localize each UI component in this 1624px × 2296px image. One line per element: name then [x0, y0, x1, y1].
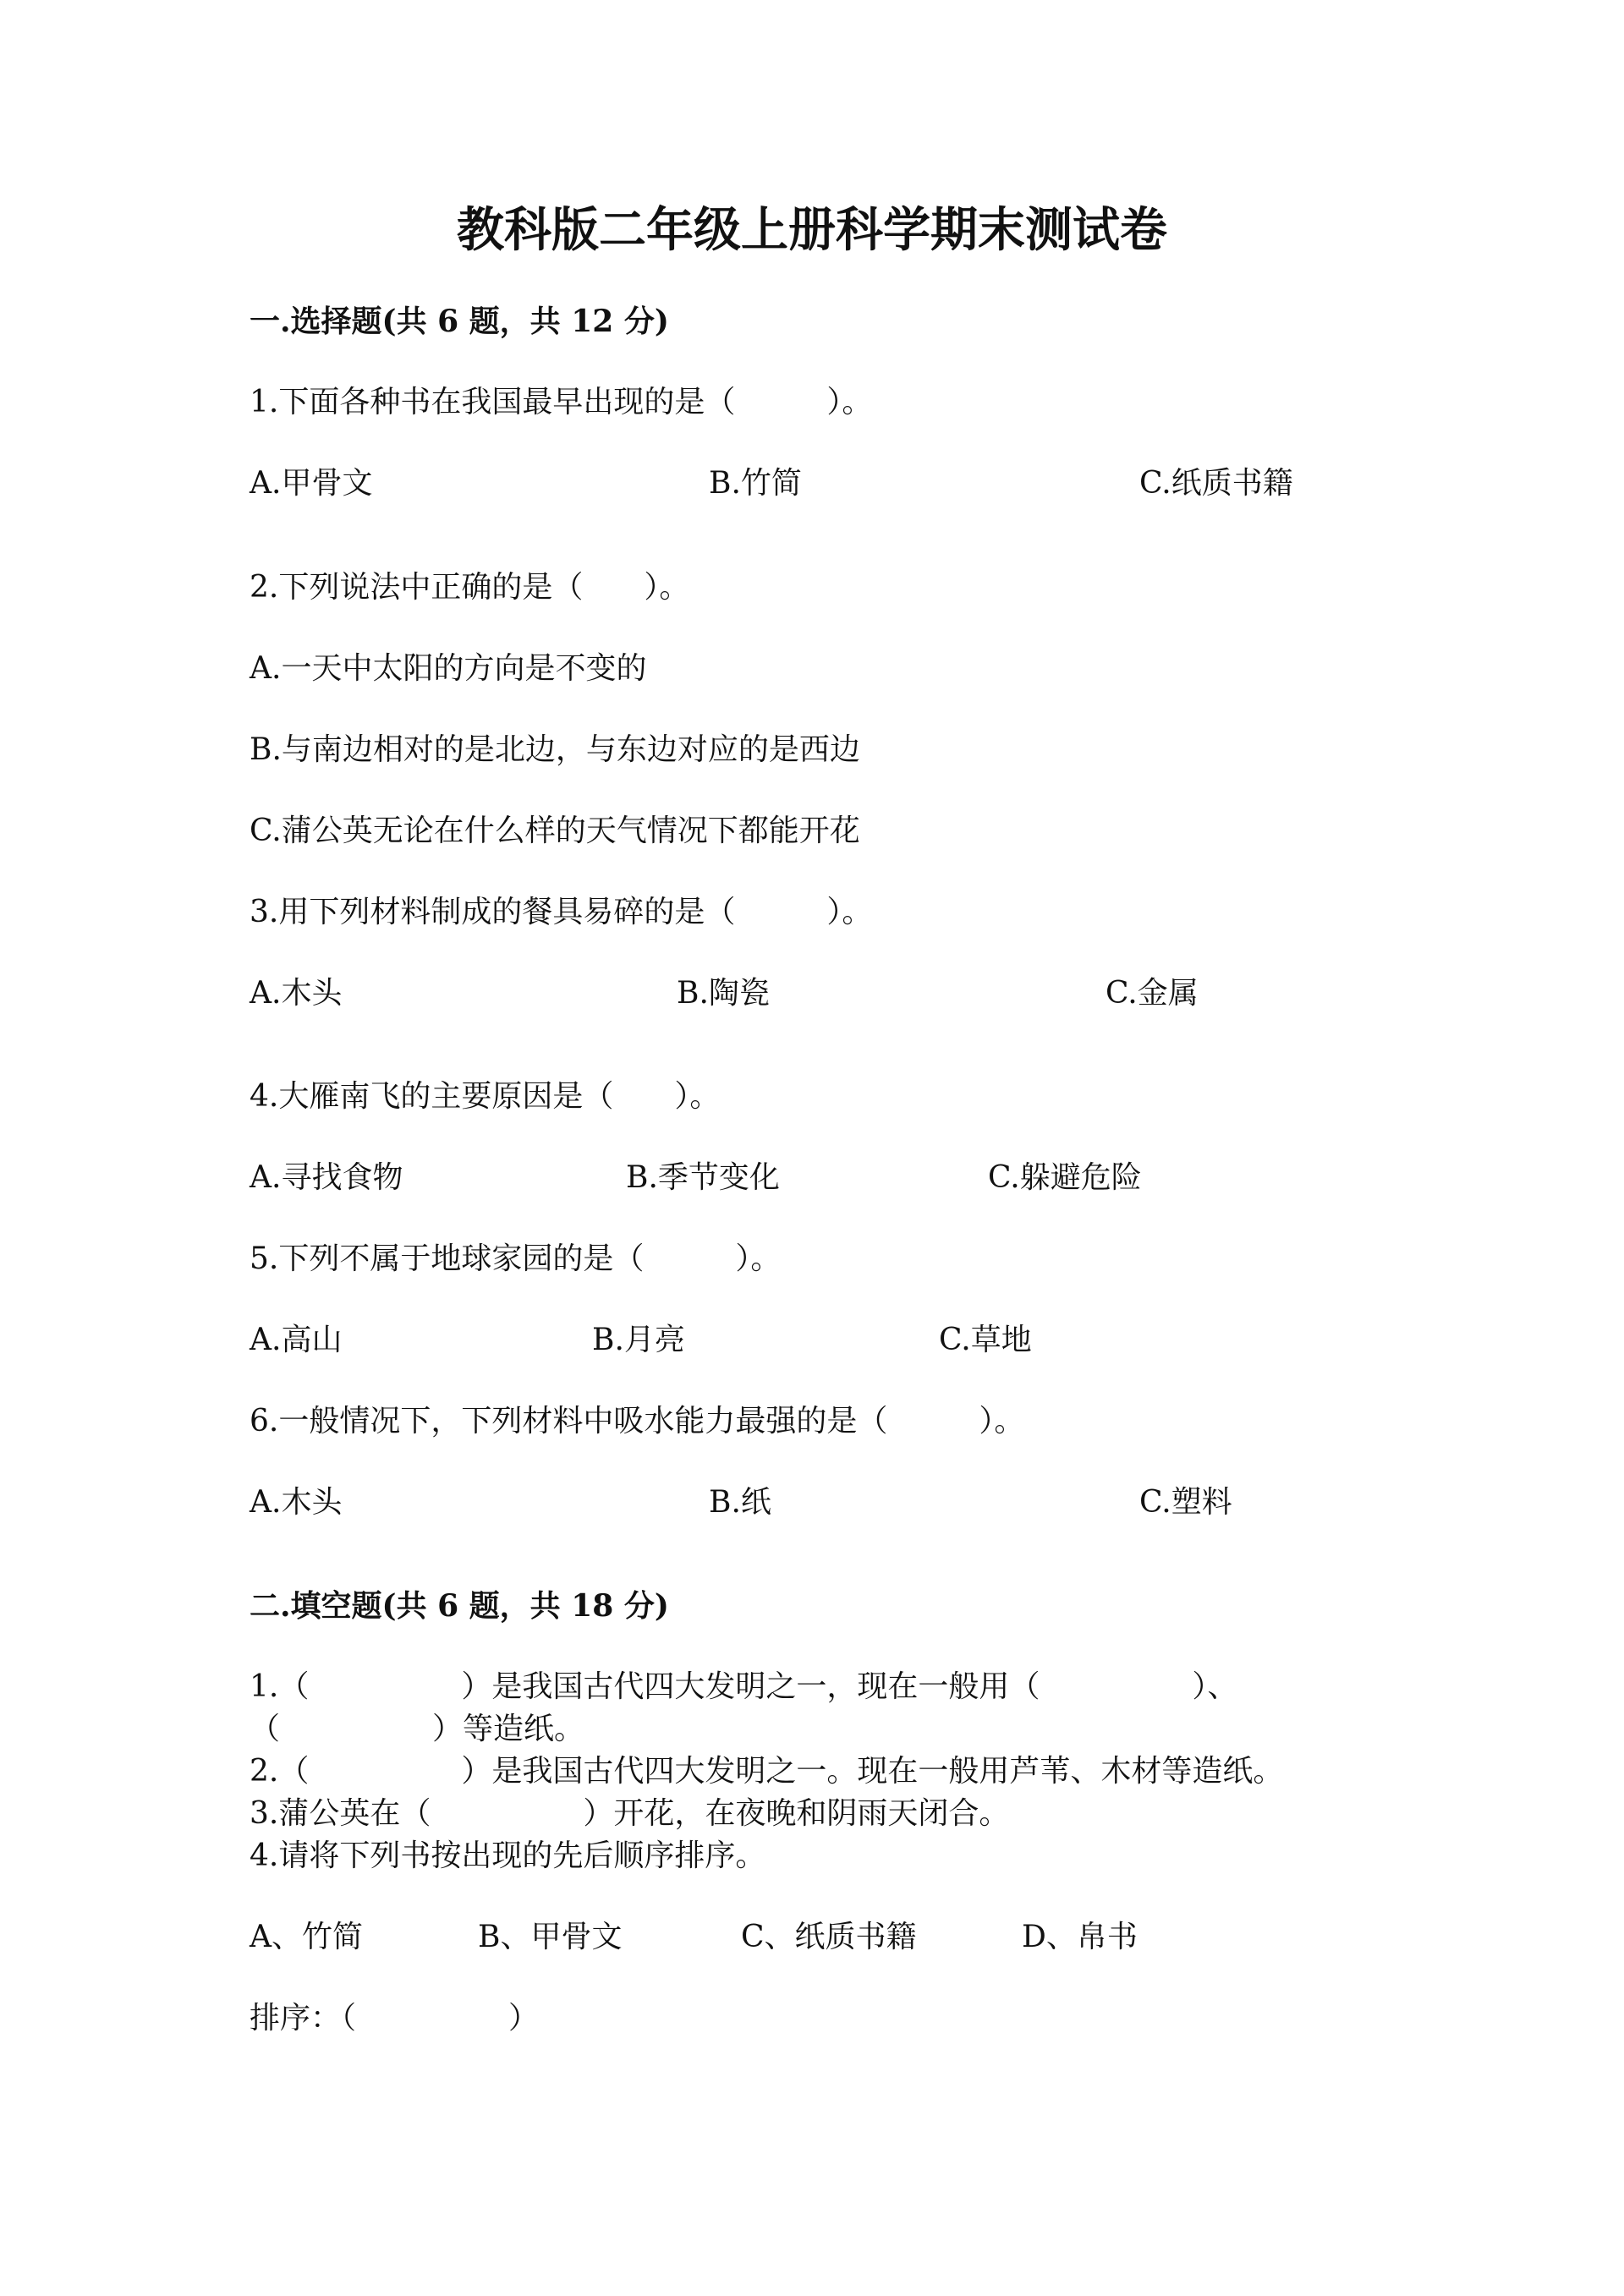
question-5-stem: 5.下列不属于地球家园的是（ ）。: [250, 1241, 782, 1276]
question-5-option-c: C.草地: [939, 1323, 1032, 1357]
question-2-option-a: A.一天中太阳的方向是不变的: [250, 651, 647, 686]
page-title: 教科版二年级上册科学期末测试卷: [457, 202, 1167, 258]
question-2-option-b: B.与南边相对的是北边，与东边对应的是西边: [250, 732, 860, 767]
order-option-d: D、帛书: [1022, 1920, 1138, 1954]
section-heading-fill: 二.填空题(共 6 题，共 18 分): [250, 1588, 669, 1624]
question-2-stem: 2.下列说法中正确的是（ ）。: [250, 570, 690, 605]
order-answer-line: 排序：（ ）: [250, 2001, 540, 2036]
order-option-c: C、纸质书籍: [741, 1920, 917, 1954]
question-1-option-b: B.竹简: [709, 466, 802, 501]
question-4-option-b: B.季节变化: [626, 1160, 780, 1195]
fill-line-2: 2.（ ）是我国古代四大发明之一。现在一般用芦苇、木材等造纸。: [250, 1754, 1284, 1789]
question-1-option-c: C.纸质书籍: [1139, 466, 1293, 501]
question-3-option-a: A.木头: [250, 976, 343, 1011]
question-3-option-b: B.陶瓷: [677, 976, 770, 1011]
question-4-option-c: C.躲避危险: [988, 1160, 1142, 1195]
question-6-option-b: B.纸: [709, 1485, 771, 1520]
question-3-stem: 3.用下列材料制成的餐具易碎的是（ ）。: [250, 895, 873, 929]
fill-line-4: 4.请将下列书按出现的先后顺序排序。: [250, 1838, 766, 1873]
question-6-option-c: C.塑料: [1139, 1485, 1232, 1520]
question-1-option-a: A.甲骨文: [250, 466, 373, 501]
question-1-stem: 1.下面各种书在我国最早出现的是（ ）。: [250, 385, 873, 419]
order-option-a: A、竹简: [250, 1920, 363, 1954]
question-3-option-c: C.金属: [1106, 976, 1199, 1011]
order-option-b: B、甲骨文: [478, 1920, 623, 1954]
fill-line-3: 3.蒲公英在（ ）开花，在夜晚和阴雨天闭合。: [250, 1796, 1010, 1831]
fill-line-1-continued: （ ）等造纸。: [250, 1712, 585, 1746]
question-5-option-b: B.月亮: [592, 1323, 685, 1357]
question-2-option-c: C.蒲公英无论在什么样的天气情况下都能开花: [250, 814, 860, 848]
fill-line-1: 1.（ ）是我国古代四大发明之一，现在一般用（ ）、: [250, 1669, 1238, 1704]
question-5-option-a: A.高山: [250, 1323, 343, 1357]
question-6-option-a: A.木头: [250, 1485, 343, 1520]
question-4-option-a: A.寻找食物: [250, 1160, 403, 1195]
question-6-stem: 6.一般情况下，下列材料中吸水能力最强的是（ ）。: [250, 1404, 1025, 1438]
question-4-stem: 4.大雁南飞的主要原因是（ ）。: [250, 1079, 721, 1114]
section-heading-choice: 一.选择题(共 6 题，共 12 分): [250, 304, 669, 339]
